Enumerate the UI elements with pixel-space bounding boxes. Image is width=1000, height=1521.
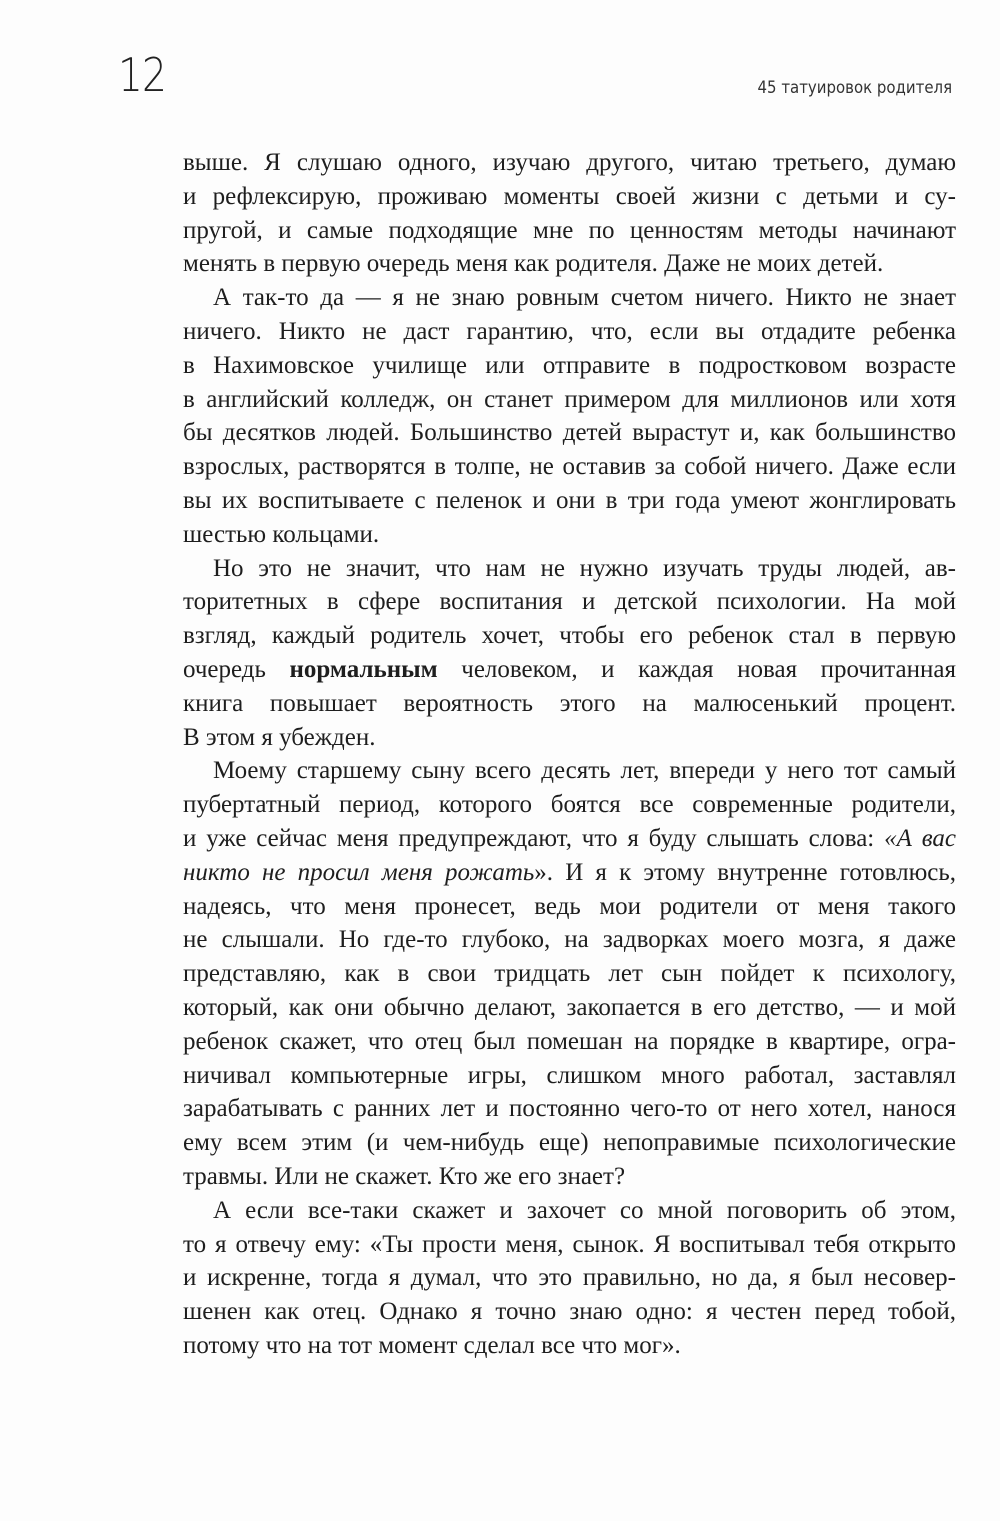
- text-segment: В этом я убежден.: [183, 723, 376, 751]
- text-line: [183, 281, 956, 315]
- text-segment: ему всем этим (и чем-нибудь еще) непоправимые психологические: [183, 1129, 956, 1157]
- text-line: [183, 416, 956, 450]
- text-segment: не слышали. Но где-то глубоко, на задворках моего мозга, я даже: [183, 926, 956, 954]
- text-segment: в Нахимовское училище или отправите в подростковом возрасте: [183, 351, 956, 379]
- text-segment: взгляд, каждый родитель хочет, чтобы его ребенок стал в первую: [183, 622, 956, 650]
- text-line: [183, 1059, 956, 1093]
- bold-text: нормальным: [289, 655, 438, 683]
- text-line: [183, 1025, 956, 1059]
- text-segment: Моему старшему сыну всего десять лет, впереди у него тот самый: [213, 757, 956, 785]
- paragraph: [183, 754, 956, 1193]
- text-line: [183, 349, 956, 383]
- text-segment: представляю, как в свои тридцать лет сын пойдет к психологу,: [183, 960, 956, 988]
- text-line: [183, 552, 956, 586]
- text-line: [183, 653, 956, 687]
- running-title: 45 татуировок родителя: [757, 78, 952, 98]
- text-line: [183, 1295, 956, 1329]
- text-line: [183, 585, 956, 619]
- text-line: [183, 1126, 956, 1160]
- text-segment: менять в первую очередь меня как родителя. Даже не моих детей.: [183, 250, 884, 278]
- text-line: [183, 1160, 956, 1194]
- page-number: 12: [118, 48, 167, 102]
- text-segment: надеясь, что меня пронесет, ведь мои родители от меня такого: [183, 892, 956, 920]
- text-segment: Но это не значит, что нам не нужно изучать труды людей, ав-: [213, 554, 956, 582]
- text-segment: шенен как отец. Однако я точно знаю одно: я честен перед тобой,: [183, 1298, 956, 1326]
- text-line: [183, 619, 956, 653]
- text-segment: ничего. Никто не даст гарантию, что, если вы отдадите ребенка: [183, 317, 956, 345]
- text-segment: который, как они обычно делают, закопается в его детство, — и мой: [183, 993, 956, 1021]
- text-line: [183, 1228, 956, 1262]
- paragraph: [183, 1194, 956, 1363]
- paragraph: [183, 146, 956, 281]
- text-line: [183, 315, 956, 349]
- text-line: [183, 1194, 956, 1228]
- text-segment: шестью кольцами.: [183, 520, 380, 548]
- text-segment: ребенок скажет, что отец был помешан на порядке в квартире, огра-: [183, 1027, 956, 1055]
- text-segment: ничивал компьютерные игры, слишком много работал, заставлял: [183, 1061, 956, 1089]
- text-segment: очередь: [183, 655, 290, 683]
- text-line: [183, 822, 956, 856]
- text-line: [183, 1261, 956, 1295]
- text-segment: торитетных в сфере воспитания и детской психологии. На мой: [183, 588, 956, 616]
- text-segment: и искренне, тогда я думал, что это правильно, но да, я был несовер-: [183, 1264, 956, 1292]
- paragraph: [183, 552, 956, 755]
- text-segment: ». И я к этому внутренне готовлюсь,: [534, 858, 957, 886]
- text-line: [183, 247, 956, 281]
- text-segment: и уже сейчас меня предупреждают, что я буду слышать слова:: [183, 824, 885, 852]
- text-line: [183, 146, 956, 180]
- text-line: [183, 1329, 956, 1363]
- text-segment: зарабатывать с ранних лет и постоянно чего-то от него хотел, нанося: [183, 1095, 956, 1123]
- text-line: [183, 383, 956, 417]
- text-segment: то я отвечу ему: «Ты прости меня, сынок. Я воспитывал тебя открыто: [183, 1230, 956, 1258]
- text-segment: вы их воспитываете с пеленок и они в три года умеют жонглировать: [183, 486, 956, 514]
- paragraph: [183, 281, 956, 551]
- text-line: [183, 788, 956, 822]
- text-line: [183, 923, 956, 957]
- text-segment: и рефлексирую, проживаю моменты своей жизни с детьми и су-: [183, 182, 956, 210]
- text-line: [183, 957, 956, 991]
- text-segment: взрослых, растворятся в толпе, не оставив за собой ничего. Даже если: [183, 453, 956, 481]
- text-line: [183, 721, 956, 755]
- text-line: [183, 180, 956, 214]
- text-line: [183, 991, 956, 1025]
- text-line: [183, 518, 956, 552]
- body-text: [183, 146, 956, 1363]
- text-line: [183, 754, 956, 788]
- text-segment: А если все-таки скажет и захочет со мной поговорить об этом,: [213, 1196, 956, 1224]
- text-line: [183, 687, 956, 721]
- text-line: [183, 214, 956, 248]
- text-line: [183, 484, 956, 518]
- text-segment: травмы. Или не скажет. Кто же его знает?: [183, 1162, 626, 1190]
- italic-text: никто не просил меня рожать: [183, 858, 535, 886]
- text-segment: бы десятков людей. Большинство детей вырастут и, как большинство: [183, 419, 956, 447]
- text-line: [183, 450, 956, 484]
- text-segment: выше. Я слушаю одного, изучаю другого, читаю третьего, думаю: [183, 149, 956, 176]
- text-segment: пубертатный период, которого боятся все современные родители,: [183, 791, 956, 819]
- text-segment: в английский колледж, он станет примером для миллионов или хотя: [183, 385, 956, 413]
- text-segment: А так-то да — я не знаю ровным счетом ничего. Никто не знает: [213, 284, 956, 312]
- text-segment: пругой, и самые подходящие мне по ценностям методы начинают: [183, 216, 956, 244]
- text-segment: человеком, и каждая новая прочитанная: [437, 655, 956, 683]
- text-segment: книга повышает вероятность этого на малюсенький процент.: [183, 689, 956, 717]
- text-line: [183, 890, 956, 924]
- text-line: [183, 856, 956, 890]
- italic-text: «А вас: [884, 824, 956, 852]
- text-line: [183, 1092, 956, 1126]
- text-segment: потому что на тот момент сделал все что мог».: [183, 1331, 681, 1359]
